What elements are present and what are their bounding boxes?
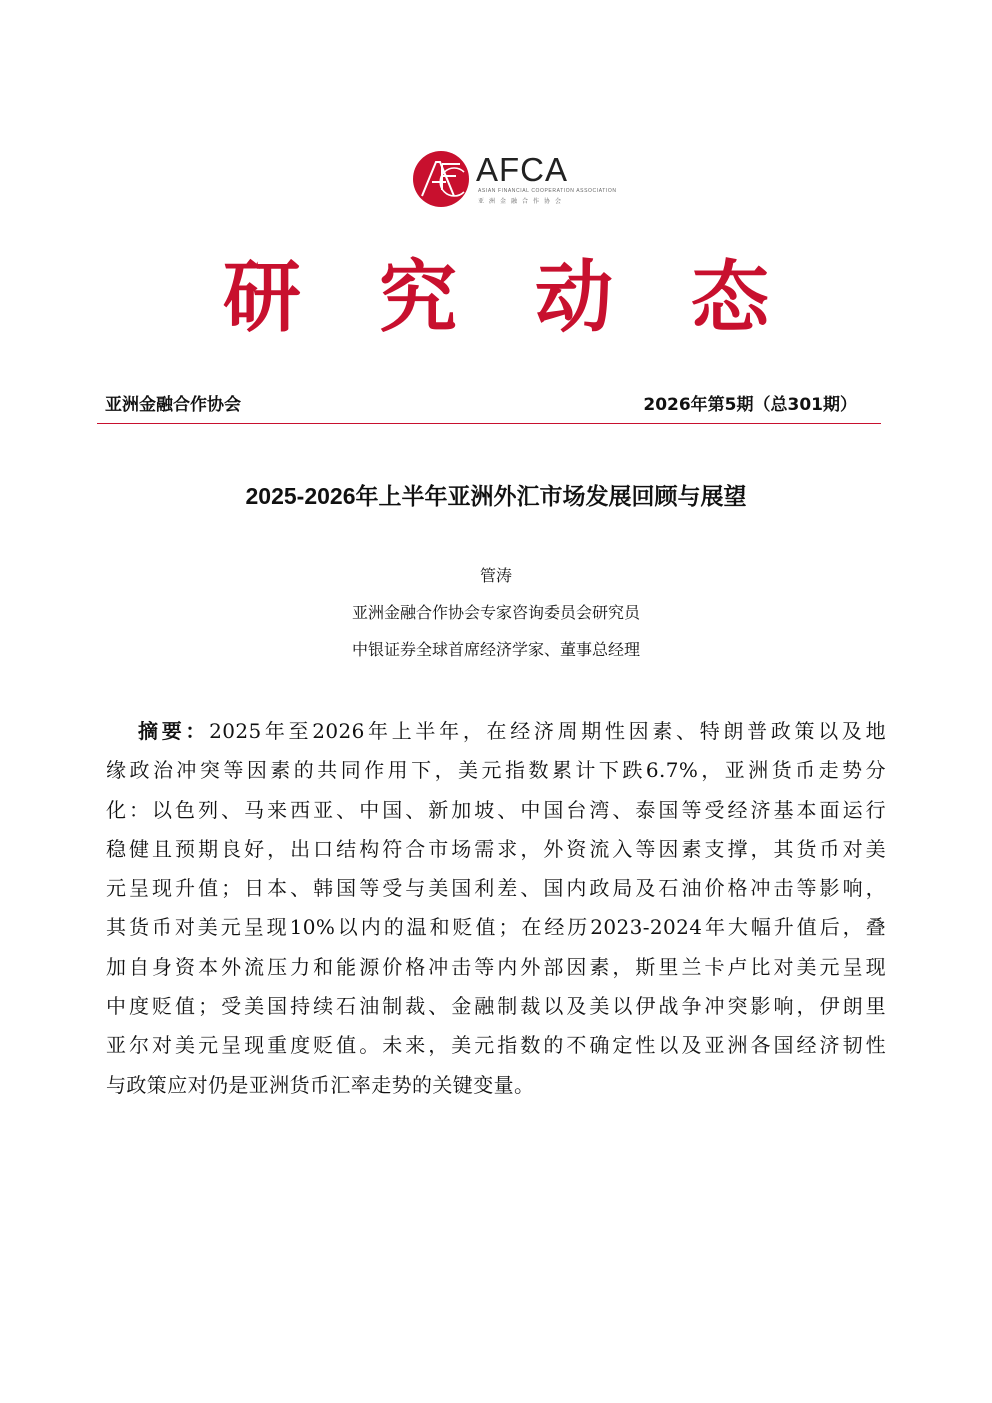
author-block (0, 566, 992, 677)
header-divider (97, 423, 881, 424)
abstract-line: 元呈现升值；日本、韩国等受与美国利差、国内政局及石油价格冲击等影响， (106, 876, 886, 901)
abstract-line: 加自身资本外流压力和能源价格冲击等内外部因素，斯里兰卡卢比对美元呈现 (106, 954, 886, 979)
abstract-line: 缘政治冲突等因素的共同作用下，美元指数累计下跌6.7%，亚洲货币走势分 (106, 758, 886, 783)
afca-logo-icon (412, 150, 470, 208)
masthead-title: 研究动态 (222, 253, 847, 343)
logo-subtitle-cn: 亚洲金融合作协会 (478, 198, 567, 205)
issue-bar (97, 392, 881, 418)
author-name: 管涛 (479, 566, 512, 585)
abstract-line: 中度贬值；受美国持续石油制裁、金融制裁以及美以伊战争冲突影响，伊朗里 (106, 994, 886, 1019)
abstract-line: 稳健且预期良好，出口结构符合市场需求，外资流入等因素支撑，其货币对美 (106, 836, 886, 861)
logo-subtitle-en: ASIAN FINANCIAL COOPERATION ASSOCIATION (478, 188, 617, 194)
abstract-label: 摘要： (138, 719, 210, 743)
author-affiliation-2: 中银证券全球首席经济学家、董事总经理 (351, 640, 640, 659)
abstract-line: 化：以色列、马来西亚、中国、新加坡、中国台湾、泰国等受经济基本面运行 (106, 797, 886, 822)
abstract-line: 与政策应对仍是亚洲货币汇率走势的关键变量。 (106, 1072, 535, 1097)
logo-wordmark: AFCA (476, 151, 569, 188)
article-title: 2025-2026年上半年亚洲外汇市场发展回顾与展望 (245, 483, 747, 509)
author-affiliation-1: 亚洲金融合作协会专家咨询委员会研究员 (351, 603, 640, 622)
abstract-line: 其货币对美元呈现10%以内的温和贬值；在经历2023-2024年大幅升值后，叠 (106, 915, 886, 940)
abstract-line-text: 2025年至2026年上半年，在经济周期性因素、特朗普政策以及地 (209, 719, 886, 743)
issue-organization: 亚洲金融合作协会 (105, 395, 241, 415)
abstract (106, 712, 886, 1105)
abstract-line: 亚尔对美元呈现重度贬值。未来，美元指数的不确定性以及亚洲各国经济韧性 (106, 1033, 886, 1058)
issue-number: 2026年第5期（总301期） (643, 395, 857, 415)
abstract-line (106, 712, 886, 751)
afca-logo (412, 150, 617, 212)
